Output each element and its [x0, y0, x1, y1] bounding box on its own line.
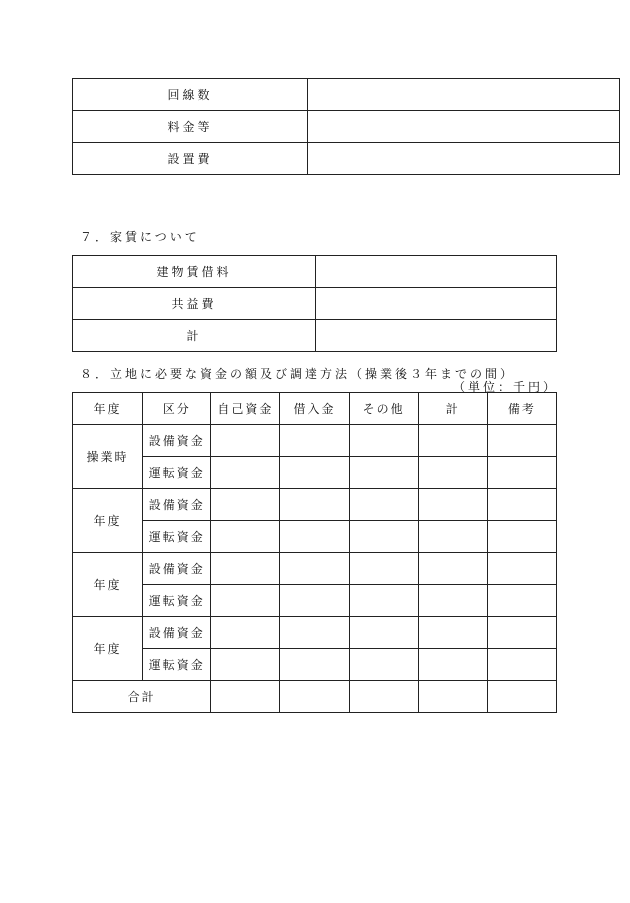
- table-row: [73, 649, 557, 681]
- amount-cell[interactable]: [280, 681, 349, 713]
- amount-cell[interactable]: [418, 425, 487, 457]
- total-row: [73, 681, 557, 713]
- section-heading-rent: ７．家賃について: [80, 230, 200, 244]
- amount-cell[interactable]: [418, 585, 487, 617]
- rent-table: [72, 255, 557, 352]
- table-row: [73, 553, 557, 585]
- amount-cell[interactable]: [487, 649, 556, 681]
- category-cell: 運転資金: [143, 649, 211, 681]
- amount-cell[interactable]: [280, 521, 349, 553]
- row-label: 計: [73, 320, 316, 352]
- value-cell[interactable]: [316, 256, 557, 288]
- amount-cell[interactable]: [349, 585, 418, 617]
- category-cell: 設備資金: [143, 617, 211, 649]
- amount-cell[interactable]: [280, 425, 349, 457]
- amount-cell[interactable]: [418, 457, 487, 489]
- column-header: 計: [418, 393, 487, 425]
- value-cell[interactable]: [316, 320, 557, 352]
- table-row: [73, 143, 620, 175]
- table-row: [73, 425, 557, 457]
- amount-cell[interactable]: [418, 521, 487, 553]
- amount-cell[interactable]: [211, 521, 280, 553]
- amount-cell[interactable]: [487, 585, 556, 617]
- row-label: 料金等: [73, 111, 308, 143]
- table-row: [73, 111, 620, 143]
- category-cell: 設備資金: [143, 489, 211, 521]
- amount-cell[interactable]: [418, 553, 487, 585]
- amount-cell[interactable]: [349, 425, 418, 457]
- amount-cell[interactable]: [418, 617, 487, 649]
- year-cell: 年度: [73, 553, 143, 617]
- amount-cell[interactable]: [487, 425, 556, 457]
- column-header: その他: [349, 393, 418, 425]
- amount-cell[interactable]: [349, 553, 418, 585]
- amount-cell[interactable]: [280, 617, 349, 649]
- amount-cell[interactable]: [211, 585, 280, 617]
- amount-cell[interactable]: [418, 681, 487, 713]
- section-heading-funds: ８．立地に必要な資金の額及び調達方法（操業後３年までの間）: [80, 367, 516, 381]
- row-label: 共益費: [73, 288, 316, 320]
- category-cell: 設備資金: [143, 425, 211, 457]
- amount-cell[interactable]: [487, 489, 556, 521]
- total-label: 合計: [73, 681, 211, 713]
- value-cell[interactable]: [308, 79, 620, 111]
- category-cell: 運転資金: [143, 585, 211, 617]
- table-row: [73, 79, 620, 111]
- row-label: 建物賃借料: [73, 256, 316, 288]
- table-row: [73, 320, 557, 352]
- amount-cell[interactable]: [211, 425, 280, 457]
- category-cell: 設備資金: [143, 553, 211, 585]
- value-cell[interactable]: [308, 143, 620, 175]
- amount-cell[interactable]: [280, 649, 349, 681]
- amount-cell[interactable]: [349, 681, 418, 713]
- column-header: 借入金: [280, 393, 349, 425]
- column-header: 自己資金: [211, 393, 280, 425]
- amount-cell[interactable]: [349, 489, 418, 521]
- lines-table: [72, 78, 620, 175]
- year-cell: 年度: [73, 489, 143, 553]
- amount-cell[interactable]: [211, 649, 280, 681]
- row-label: 回線数: [73, 79, 308, 111]
- value-cell[interactable]: [316, 288, 557, 320]
- year-cell: 年度: [73, 617, 143, 681]
- column-header: 年度: [73, 393, 143, 425]
- amount-cell[interactable]: [349, 617, 418, 649]
- value-cell[interactable]: [308, 111, 620, 143]
- amount-cell[interactable]: [280, 457, 349, 489]
- amount-cell[interactable]: [349, 457, 418, 489]
- table-row: [73, 288, 557, 320]
- amount-cell[interactable]: [211, 489, 280, 521]
- table-row: [73, 489, 557, 521]
- table-row: [73, 521, 557, 553]
- column-header: 区分: [143, 393, 211, 425]
- unit-label: （単位：千円）: [452, 380, 558, 394]
- amount-cell[interactable]: [211, 617, 280, 649]
- table-row: [73, 585, 557, 617]
- amount-cell[interactable]: [487, 617, 556, 649]
- table-row: [73, 457, 557, 489]
- category-cell: 運転資金: [143, 457, 211, 489]
- amount-cell[interactable]: [280, 585, 349, 617]
- category-cell: 運転資金: [143, 521, 211, 553]
- amount-cell[interactable]: [487, 457, 556, 489]
- amount-cell[interactable]: [211, 553, 280, 585]
- amount-cell[interactable]: [487, 681, 556, 713]
- amount-cell[interactable]: [280, 489, 349, 521]
- amount-cell[interactable]: [349, 521, 418, 553]
- amount-cell[interactable]: [280, 553, 349, 585]
- header-row: [73, 393, 557, 425]
- table-row: [73, 256, 557, 288]
- amount-cell[interactable]: [211, 681, 280, 713]
- row-label: 設置費: [73, 143, 308, 175]
- amount-cell[interactable]: [418, 489, 487, 521]
- amount-cell[interactable]: [487, 521, 556, 553]
- table-row: [73, 617, 557, 649]
- amount-cell[interactable]: [418, 649, 487, 681]
- funds-table: [72, 392, 557, 713]
- column-header: 備考: [487, 393, 556, 425]
- amount-cell[interactable]: [211, 457, 280, 489]
- amount-cell[interactable]: [349, 649, 418, 681]
- amount-cell[interactable]: [487, 553, 556, 585]
- year-cell: 操業時: [73, 425, 143, 489]
